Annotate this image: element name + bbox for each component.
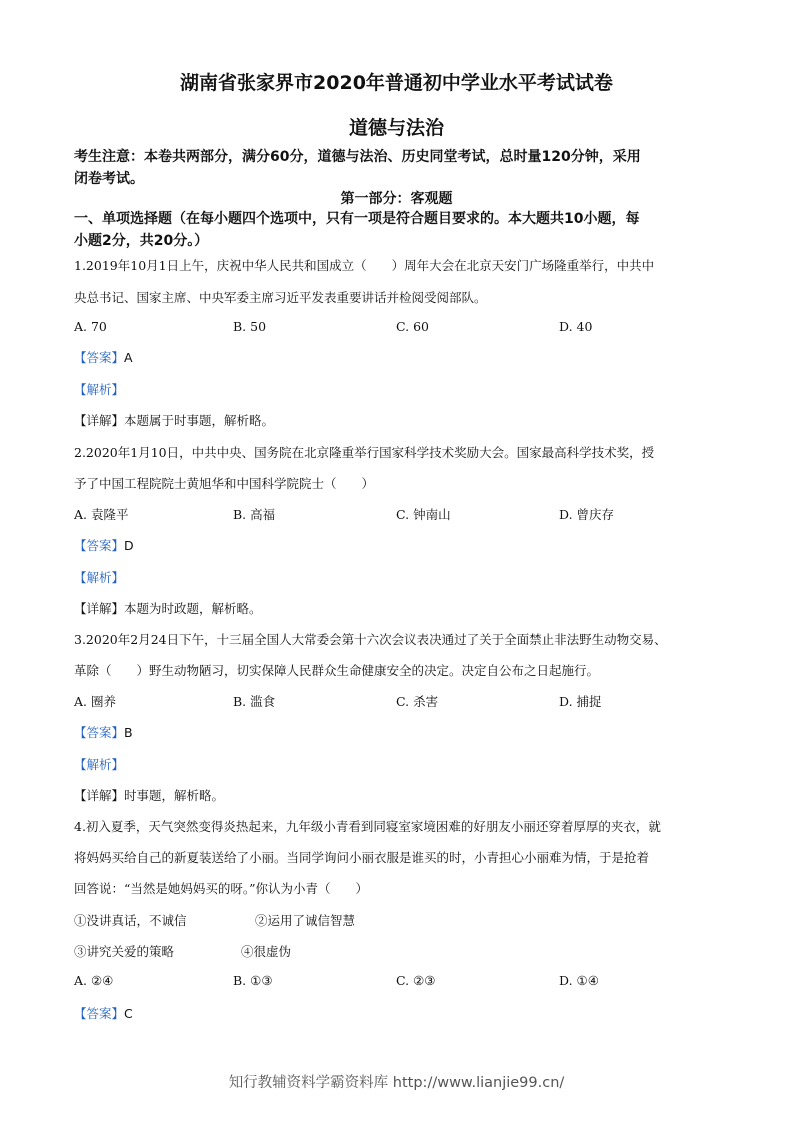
question-1-option-c: C. 60 <box>396 319 429 334</box>
question-3-option-a: A. 圈养 <box>74 694 116 709</box>
part-heading: 第一部分：客观题 <box>340 191 453 207</box>
question-4-line-3: 回答说：“当然是她妈妈买的呀。”你认为小青（ ） <box>74 881 369 896</box>
question-4-answer: 【答案】C <box>74 1006 133 1021</box>
notice-line-1: 考生注意：本卷共两部分，满分60分，道德与法治、历史同堂考试，总时量120分钟，采用 <box>74 149 641 165</box>
question-2-line-1: 2.2020年1月10日，中共中央、国务院在北京隆重举行国家科学技术奖励大会。国家最高科学技术奖，授 <box>74 445 655 460</box>
question-1-option-d: D. 40 <box>559 319 593 334</box>
question-4-option-d: D. ①④ <box>559 973 599 988</box>
question-2-detail: 【详解】本题为时政题，解析略。 <box>74 601 262 616</box>
question-4-statement-3: ③讲究关爱的策略 <box>74 944 175 959</box>
question-3-detail: 【详解】时事题，解析略。 <box>74 788 225 803</box>
question-1-analysis: 【解析】 <box>74 382 125 397</box>
question-1-line-1: 1.2019年10月1日上午，庆祝中华人民共和国成立（ ）周年大会在北京天安门广场隆重举行，中共中 <box>74 258 655 273</box>
notice-line-2: 闭卷考试。 <box>74 171 144 187</box>
question-3-line-2: 革除（ ）野生动物陋习，切实保障人民群众生命健康安全的决定。决定自公布之日起施行。 <box>74 663 600 678</box>
section-line-2: 小题2分，共20分。） <box>74 233 209 249</box>
question-1-option-b: B. 50 <box>233 319 267 334</box>
question-4-option-c: C. ②③ <box>396 973 436 988</box>
question-2-option-c: C. 钟南山 <box>396 507 451 522</box>
question-3-option-b: B. 滥食 <box>233 694 276 709</box>
question-2-line-2: 予了中国工程院院士黄旭华和中国科学院院士（ ） <box>74 476 375 491</box>
question-4-statement-4: ④很虚伪 <box>241 944 292 959</box>
footer-watermark: 知行教辅资料学霸资料库 http://www.lianjie99.cn/ <box>228 1075 565 1091</box>
question-3-analysis: 【解析】 <box>74 757 125 772</box>
question-3-option-d: D. 捕捉 <box>559 694 602 709</box>
question-4-line-1: 4.初入夏季，天气突然变得炎热起来，九年级小青看到同寝室家境困难的好朋友小丽还穿着厚厚的夹衣，就 <box>74 819 661 834</box>
question-4-line-2: 将妈妈买给自己的新夏装送给了小丽。当同学询问小丽衣服是谁买的时，小青担心小丽难为情，于是抢着 <box>74 850 650 865</box>
exam-title: 湖南省张家界市2020年普通初中学业水平考试试卷 <box>180 72 613 94</box>
question-4-option-a: A. ②④ <box>74 973 114 988</box>
question-4-statement-2: ②运用了诚信智慧 <box>255 913 356 928</box>
subject-title: 道德与法治 <box>348 117 444 139</box>
question-2-option-d: D. 曾庆存 <box>559 507 615 522</box>
question-1-detail: 【详解】本题属于时事题，解析略。 <box>74 413 275 428</box>
question-4-statement-1: ①没讲真话，不诚信 <box>74 913 187 928</box>
question-4-option-b: B. ①③ <box>233 973 273 988</box>
section-line-1: 一、单项选择题（在每小题四个选项中，只有一项是符合题目要求的。本大题共10小题，每 <box>74 211 640 227</box>
question-1-line-2: 央总书记、国家主席、中央军委主席习近平发表重要讲话并检阅受阅部队。 <box>74 290 487 305</box>
question-2-option-b: B. 高福 <box>233 507 276 522</box>
question-1-answer: 【答案】A <box>74 350 133 365</box>
question-3-option-c: C. 杀害 <box>396 694 439 709</box>
question-2-option-a: A. 袁隆平 <box>74 507 129 522</box>
question-2-answer: 【答案】D <box>74 538 134 553</box>
question-2-analysis: 【解析】 <box>74 570 125 585</box>
question-1-option-a: A. 70 <box>74 319 107 334</box>
question-3-answer: 【答案】B <box>74 725 133 740</box>
question-3-line-1: 3.2020年2月24日下午，十三届全国人大常委会第十六次会议表决通过了关于全面禁止非法野生动物交易、 <box>74 632 667 647</box>
